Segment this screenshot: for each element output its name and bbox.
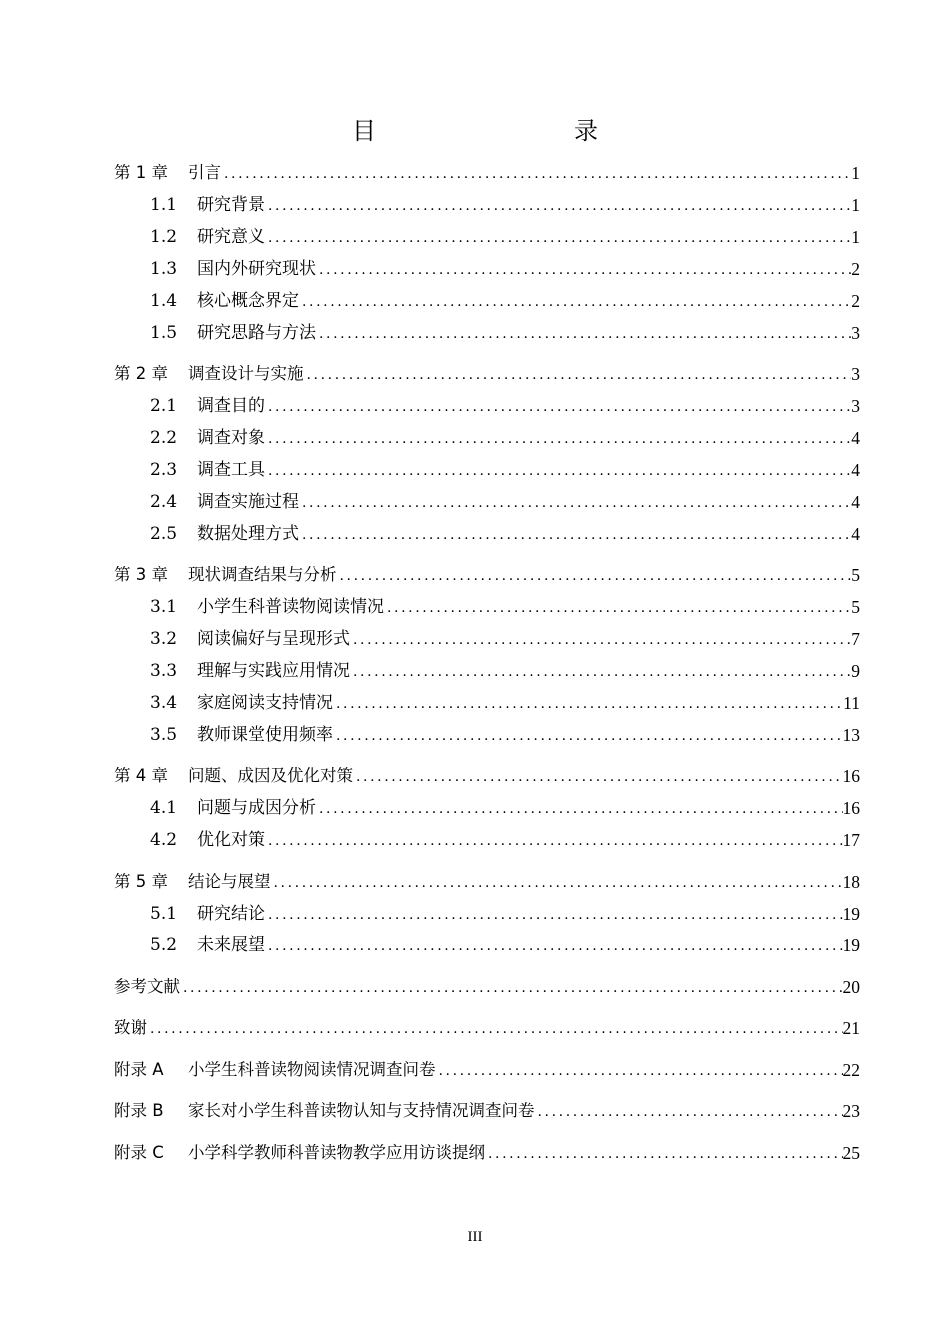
toc-section-entry[interactable] <box>150 722 860 746</box>
dot-leader <box>299 493 851 513</box>
toc-section-entry[interactable] <box>150 393 860 417</box>
dot-leader <box>271 873 843 893</box>
toc-entry-page: 9 <box>851 661 860 681</box>
toc-entry-number: 1.5 <box>150 323 178 343</box>
toc-entry-page: 25 <box>842 1143 860 1163</box>
toc-entry-number: 2.4 <box>150 492 178 512</box>
toc-entry-page: 22 <box>842 1060 860 1080</box>
toc-entry-number: 4.2 <box>150 830 178 850</box>
toc-section-entry[interactable] <box>150 489 860 513</box>
dot-leader <box>316 799 843 819</box>
toc-entry-number: 2.2 <box>150 428 178 448</box>
toc-entry-text: 未来展望 <box>197 935 265 955</box>
dot-leader <box>350 630 851 650</box>
toc-section-entry[interactable] <box>150 192 860 216</box>
toc-entry-label <box>150 258 316 280</box>
toc-entry-page: 7 <box>851 629 860 649</box>
toc-entry-number: 3.4 <box>150 693 178 713</box>
toc-entry-text: 优化对策 <box>197 830 265 850</box>
dot-leader <box>265 196 851 216</box>
toc-entry-text: 现状调查结果与分析 <box>188 565 337 584</box>
toc-entry-page: 19 <box>842 904 860 924</box>
toc-entry-label <box>114 871 271 893</box>
toc-entry-text: 小学科学教师科普读物教学应用访谈提纲 <box>188 1143 485 1162</box>
toc-entry-text: 研究思路与方法 <box>197 323 316 343</box>
toc-entry-label <box>114 765 353 787</box>
toc-entry-text: 研究背景 <box>197 195 265 215</box>
toc-section-entry[interactable] <box>150 795 860 819</box>
toc-entry-label <box>150 322 316 344</box>
dot-leader <box>436 1061 843 1081</box>
toc-chapter-entry[interactable] <box>114 974 860 998</box>
toc-entry-text: 家庭阅读支持情况 <box>197 693 333 713</box>
toc-entry-page: 4 <box>851 524 860 544</box>
toc-entry-label <box>114 1142 485 1164</box>
dot-leader <box>265 461 851 481</box>
toc-entry-label <box>114 1100 535 1122</box>
dot-leader <box>316 260 851 280</box>
toc-chapter-entry[interactable] <box>114 1057 860 1081</box>
toc-entry-page: 2 <box>851 291 860 311</box>
toc-entry-label <box>150 491 299 513</box>
toc-entry-page: 3 <box>851 323 860 343</box>
toc-entry-label <box>150 692 333 714</box>
toc-entry-text: 调查工具 <box>197 460 265 480</box>
dot-leader <box>180 978 843 998</box>
toc-entry-number: 1.2 <box>150 227 178 247</box>
toc-entry-label <box>114 1017 147 1039</box>
toc-entry-page: 4 <box>851 428 860 448</box>
toc-entry-number: 第 1 章 <box>114 163 168 182</box>
toc-chapter-entry[interactable] <box>114 1015 860 1039</box>
toc-entry-text: 理解与实践应用情况 <box>197 661 350 681</box>
toc-entry-text: 核心概念界定 <box>197 291 299 311</box>
toc-entry-page: 2 <box>851 259 860 279</box>
toc-entry-page: 16 <box>842 766 860 786</box>
toc-section-entry[interactable] <box>150 901 860 925</box>
toc-section-entry[interactable] <box>150 626 860 650</box>
toc-entry-text: 教师课堂使用频率 <box>197 725 333 745</box>
toc-entry-number: 2.3 <box>150 460 178 480</box>
toc-entry-number: 3.3 <box>150 661 178 681</box>
toc-chapter-entry[interactable] <box>114 160 860 184</box>
toc-chapter-entry[interactable] <box>114 1098 860 1122</box>
toc-entry-number: 第 2 章 <box>114 364 168 383</box>
toc-entry-number: 第 5 章 <box>114 872 168 891</box>
toc-entry-page: 20 <box>842 977 860 997</box>
toc-entry-label <box>150 724 333 746</box>
toc-entry-page: 4 <box>851 492 860 512</box>
toc-entry-text: 问题、成因及优化对策 <box>188 766 353 785</box>
toc-chapter-entry[interactable] <box>114 361 860 385</box>
dot-leader <box>333 694 843 714</box>
toc-entry-number: 第 3 章 <box>114 565 168 584</box>
toc-entry-label <box>150 194 265 216</box>
toc-entry-label <box>150 903 265 925</box>
toc-entry-page: 4 <box>851 460 860 480</box>
toc-entry-page: 16 <box>842 798 860 818</box>
toc-entry-number: 3.2 <box>150 629 178 649</box>
toc-entry-number: 5.1 <box>150 904 178 924</box>
toc-entry-text: 数据处理方式 <box>197 524 299 544</box>
toc-entry-number: 附录 C <box>114 1143 164 1162</box>
toc-section-entry[interactable] <box>150 690 860 714</box>
toc-entry-number: 第 4 章 <box>114 766 168 785</box>
dot-leader <box>353 767 843 787</box>
toc-entry-label <box>114 162 221 184</box>
toc-title: 目 录 <box>352 117 648 145</box>
toc-entry-number: 3.1 <box>150 597 178 617</box>
toc-entry-page: 11 <box>843 693 860 713</box>
dot-leader <box>265 905 843 925</box>
toc-entry-text: 调查对象 <box>197 428 265 448</box>
toc-entry-label <box>150 523 299 545</box>
toc-entry-label <box>114 976 180 998</box>
toc-section-entry[interactable] <box>150 594 860 618</box>
toc-section-entry[interactable] <box>150 256 860 280</box>
toc-entry-number: 附录 A <box>114 1060 164 1079</box>
toc-chapter-entry[interactable] <box>114 562 860 586</box>
toc-entry-text: 引言 <box>188 163 221 182</box>
toc-entry-text: 研究意义 <box>197 227 265 247</box>
toc-entry-page: 21 <box>842 1018 860 1038</box>
toc-entry-page: 5 <box>851 597 860 617</box>
toc-section-entry[interactable] <box>150 521 860 545</box>
toc-entry-label <box>114 363 304 385</box>
dot-leader <box>535 1102 843 1122</box>
toc-entry-number: 2.1 <box>150 396 178 416</box>
dot-leader <box>337 566 852 586</box>
toc-entry-text: 阅读偏好与呈现形式 <box>197 629 350 649</box>
toc-entry-number: 5.2 <box>150 935 178 955</box>
dot-leader <box>265 397 851 417</box>
toc-chapter-entry[interactable] <box>114 763 860 787</box>
toc-entry-text: 研究结论 <box>197 904 265 924</box>
toc-entry-page: 19 <box>842 935 860 955</box>
dot-leader <box>265 831 843 851</box>
toc-entry-label <box>150 934 265 956</box>
toc-entry-label <box>150 427 265 449</box>
toc-entry-page: 1 <box>851 195 860 215</box>
toc-entry-label <box>150 660 350 682</box>
toc-section-entry[interactable] <box>150 288 860 312</box>
toc-entry-page: 18 <box>842 872 860 892</box>
toc-section-entry[interactable] <box>150 827 860 851</box>
toc-entry-number: 2.5 <box>150 524 178 544</box>
dot-leader <box>384 598 851 618</box>
toc-entry-page: 1 <box>851 227 860 247</box>
toc-section-entry[interactable] <box>150 457 860 481</box>
toc-entry-page: 1 <box>851 163 860 183</box>
toc-entry-label <box>150 596 384 618</box>
dot-leader <box>485 1144 843 1164</box>
toc-entry-number: 1.3 <box>150 259 178 279</box>
toc-section-entry[interactable] <box>150 425 860 449</box>
dot-leader <box>333 726 843 746</box>
toc-entry-page: 17 <box>842 830 860 850</box>
toc-entry-page: 5 <box>851 565 860 585</box>
toc-entry-page: 13 <box>842 725 860 745</box>
toc-entry-text: 问题与成因分析 <box>197 798 316 818</box>
toc-entry-text: 小学生科普读物阅读情况 <box>197 597 384 617</box>
toc-entry-page: 3 <box>851 396 860 416</box>
toc-entry-number: 附录 B <box>114 1101 164 1120</box>
dot-leader <box>265 429 851 449</box>
toc-entry-text: 调查实施过程 <box>197 492 299 512</box>
toc-entry-label <box>150 226 265 248</box>
toc-entry-label <box>150 628 350 650</box>
toc-entry-page: 23 <box>842 1101 860 1121</box>
toc-entry-number: 1.1 <box>150 195 178 215</box>
dot-leader <box>265 228 851 248</box>
toc-entry-text: 参考文献 <box>114 977 180 996</box>
toc-entry-label <box>114 564 337 586</box>
toc-chapter-entry[interactable] <box>114 1140 860 1164</box>
toc-entry-label <box>150 459 265 481</box>
toc-entry-label <box>114 1059 436 1081</box>
toc-entry-page: 3 <box>851 364 860 384</box>
dot-leader <box>304 365 852 385</box>
dot-leader <box>147 1019 843 1039</box>
toc-section-entry[interactable] <box>150 658 860 682</box>
dot-leader <box>316 324 851 344</box>
toc-entry-number: 3.5 <box>150 725 178 745</box>
toc-entry-text: 调查目的 <box>197 396 265 416</box>
page-number-footer: III <box>467 1229 483 1245</box>
toc-entry-label <box>150 797 316 819</box>
toc-entry-label <box>150 290 299 312</box>
toc-entry-text: 调查设计与实施 <box>188 364 304 383</box>
toc-entry-number: 1.4 <box>150 291 178 311</box>
toc-chapter-entry[interactable] <box>114 869 860 893</box>
toc-section-entry[interactable] <box>150 224 860 248</box>
dot-leader <box>299 525 851 545</box>
dot-leader <box>221 164 851 184</box>
toc-entry-label <box>150 395 265 417</box>
toc-entry-text: 家长对小学生科普读物认知与支持情况调查问卷 <box>188 1101 535 1120</box>
toc-entry-text: 小学生科普读物阅读情况调查问卷 <box>188 1060 436 1079</box>
toc-section-entry[interactable] <box>150 320 860 344</box>
toc-entry-number: 4.1 <box>150 798 178 818</box>
toc-entry-label <box>150 829 265 851</box>
dot-leader <box>265 936 843 956</box>
toc-entry-text: 结论与展望 <box>188 872 271 891</box>
toc-section-entry[interactable] <box>150 932 860 956</box>
toc-entry-text: 致谢 <box>114 1018 147 1037</box>
dot-leader <box>350 662 851 682</box>
toc-entry-text: 国内外研究现状 <box>197 259 316 279</box>
dot-leader <box>299 292 851 312</box>
